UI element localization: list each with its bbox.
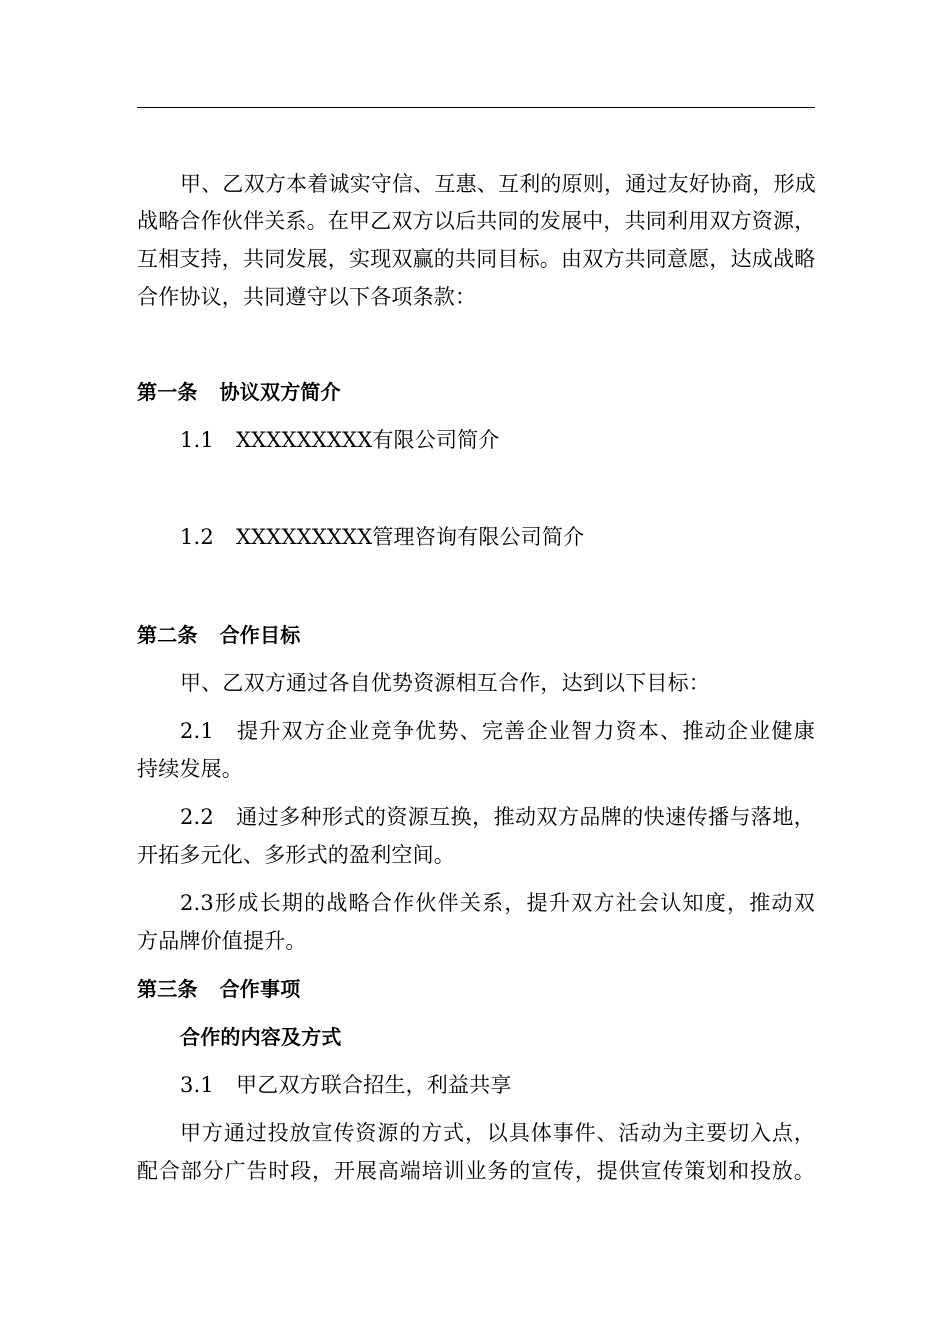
item-text: 甲乙双方联合招生，利益共享 [236,1073,512,1097]
article-3-para-line-1: 甲方通过投放宣传资源的方式，以具体事件、活动为主要切入点， [180,1121,815,1145]
article-3-title: 合作事项 [219,977,301,1001]
article-2-heading [137,623,300,647]
item-number: 1.1 [180,428,214,452]
intro-line-3: 互相支持，共同发展，实现双赢的共同目标。由双方共同意愿，达成战略 [137,247,816,271]
article-1-heading [137,380,341,404]
article-1-item-1 [180,428,500,452]
article-1-title: 协议双方简介 [219,380,341,404]
article-2-item-3-line-1: 2.3形成长期的战略合作伙伴关系，提升双方社会认知度，推动双 [180,891,815,915]
article-2-item-3-line-2: 方品牌价值提升。 [137,929,307,953]
item-text: 通过多种形式的资源互换，推动双方品牌的快速传播与落地， [236,805,815,829]
intro-line-4: 合作协议，共同遵守以下各项条款： [137,285,477,309]
article-2-number: 第二条 [137,623,198,647]
item-number: 3.1 [180,1073,214,1097]
item-number: 2.1 [180,719,214,743]
item-text: XXXXXXXXX管理咨询有限公司简介 [236,525,585,549]
article-3-para-line-2: 配合部分广告时段，开展高端培训业务的宣传，提供宣传策划和投放。 [137,1159,815,1183]
article-1-item-2 [180,525,584,549]
article-2-item-1-line-1 [180,719,815,743]
header-rule [137,107,815,108]
item-text: XXXXXXXXX有限公司简介 [236,428,500,452]
article-1-number: 第一条 [137,380,198,404]
article-2-item-2-line-2: 开拓多元化、多形式的盈利空间。 [137,843,455,867]
item-number: 1.2 [180,525,214,549]
intro-line-2: 战略合作伙伴关系。在甲乙双方以后共同的发展中，共同利用双方资源， [137,209,816,233]
article-3-heading [137,977,300,1001]
article-2-intro: 甲、乙双方通过各自优势资源相互合作，达到以下目标： [180,671,710,695]
article-2-title: 合作目标 [219,623,301,647]
article-2-item-1-line-2: 持续发展。 [137,757,243,781]
article-3-item-1 [180,1073,512,1097]
item-number: 2.2 [180,805,214,829]
item-text: 提升双方企业竞争优势、完善企业智力资本、推动企业健康 [236,719,815,743]
intro-line-1: 甲、乙双方本着诚实守信、互惠、互利的原则，通过友好协商，形成 [180,172,816,196]
article-3-subtitle: 合作的内容及方式 [180,1025,342,1049]
article-2-item-2-line-1 [180,805,815,829]
article-3-number: 第三条 [137,977,198,1001]
